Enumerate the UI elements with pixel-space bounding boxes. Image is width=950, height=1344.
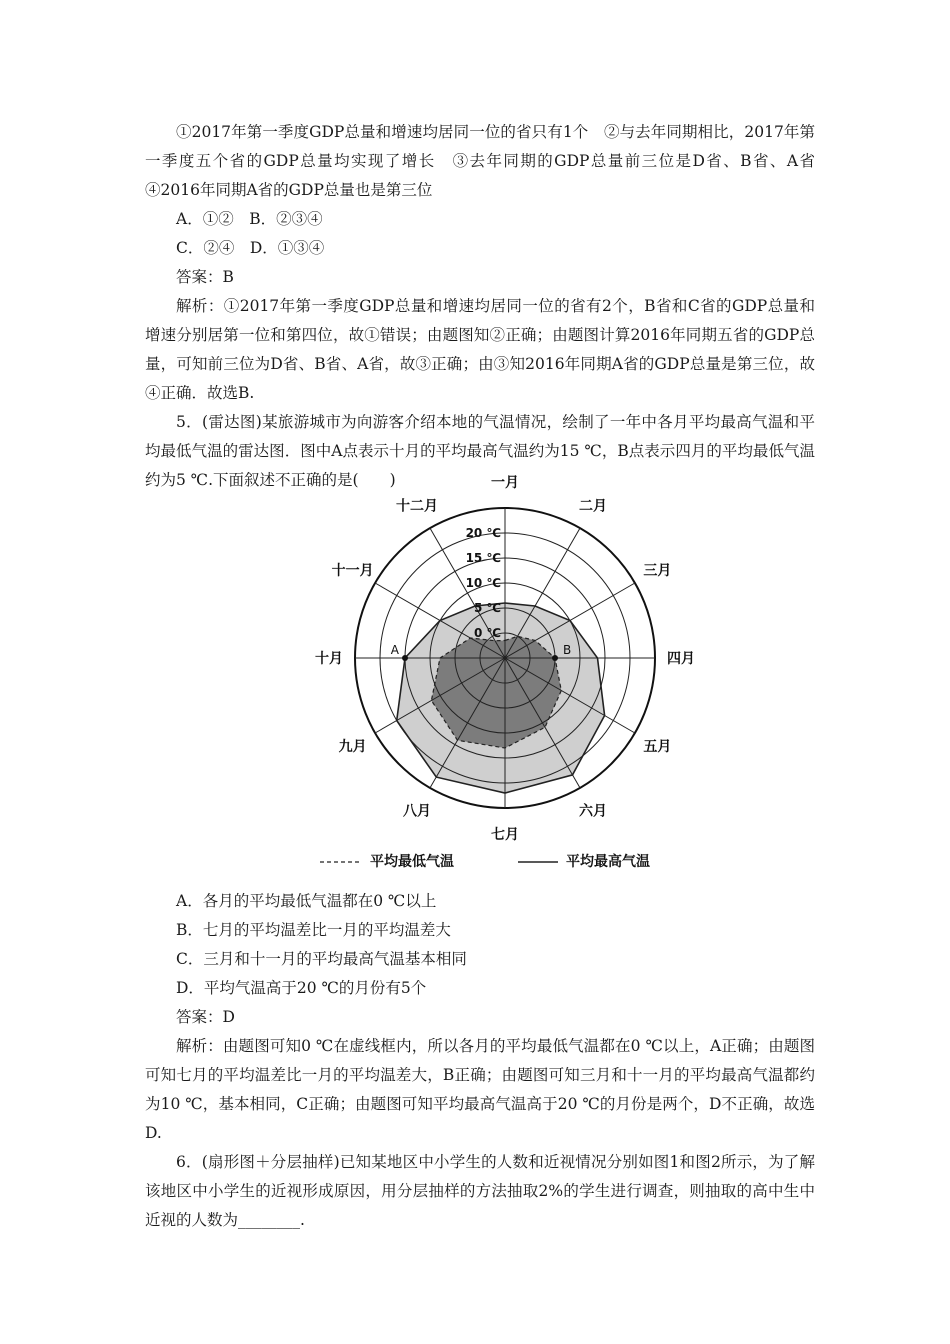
radar-point-label: A (390, 643, 399, 657)
legend-label-max: 平均最高气温 (566, 854, 650, 870)
radar-month-label: 五月 (643, 739, 672, 755)
radar-month-label: 三月 (643, 563, 672, 579)
q5-answer: 答案：D (176, 1008, 235, 1026)
radar-month-label: 四月 (667, 651, 695, 667)
radar-month-label: 八月 (403, 803, 431, 820)
radar-point-B (552, 655, 558, 661)
radar-legend (320, 853, 650, 870)
radar-point-A (402, 655, 408, 661)
radar-month-label: 十二月 (396, 498, 438, 515)
q4-analysis: 解析：①2017年第一季度GDP总量和增速均居同一位的省有2个，B省和C省的GDP总量和增速分别居第一位和第四位，故①错误；由题图知②正确；由题图计算2016年同期五省的GDP总量，可知前三位为D省、B省、A省，故③正确；由③知2016年同期A省的GDP总量是第三位，故④正确．故选B. (145, 297, 815, 402)
radar-tick-label: 10 ℃ (465, 576, 501, 590)
radar-chart (300, 475, 695, 876)
radar-month-label: 十月 (315, 651, 343, 667)
q5-option-a: A．各月的平均最低气温都在0 ℃以上 (176, 892, 437, 910)
q5-stem: 5．(雷达图)某旅游城市为向游客介绍本地的气温情况，绘制了一年中各月平均最高气温和平均最低气温的雷达图．图中A点表示十月的平均最高气温约为15 ℃，B点表示四月的平均最低气温约为5 ℃.下面叙述不正确的是( ) (145, 413, 815, 489)
q4-options-cd: C．②④ D．①③④ (176, 239, 325, 257)
q4-stem: ①2017年第一季度GDP总量和增速均居同一位的省只有1个 ②与去年同期相比，2017年第一季度五个省的GDP总量均实现了增长 ③去年同期的GDP总量前三位是D省、B省、A省 ④2016年同期A省的GDP总量也是第三位 (145, 123, 831, 199)
q6-stem: 6．(扇形图＋分层抽样)已知某地区中小学生的人数和近视情况分别如图1和图2所示，为了解该地区中小学生的近视形成原因，用分层抽样的方法抽取2%的学生进行调查，则抽取的高中生中近视的人数为________. (145, 1153, 815, 1229)
radar-month-label: 七月 (491, 827, 519, 843)
radar-tick-label: 5 ℃ (473, 601, 501, 615)
legend-label-min: 平均最低气温 (370, 854, 454, 870)
q5-option-b: B．七月的平均温差比一月的平均温差大 (176, 921, 451, 939)
radar-grid (355, 508, 655, 808)
q5-option-d: D．平均气温高于20 ℃的月份有5个 (176, 979, 427, 997)
radar-month-label: 九月 (338, 739, 367, 755)
radar-tick-label: 15 ℃ (465, 551, 501, 565)
q4-answer: 答案：B (176, 268, 234, 286)
q5-analysis: 解析：由题图可知0 ℃在虚线框内，所以各月的平均最低气温都在0 ℃以上，A正确；由题图可知七月的平均温差比一月的平均温差大，B正确；由题图可知三月和十一月的平均最高气温都约为10 ℃，基本相同，C正确；由题图可知平均最高气温高于20 ℃的月份是两个，D不正确，故选D. (145, 1037, 815, 1142)
radar-tick-label: 20 ℃ (465, 526, 501, 540)
radar-tick-label: 0 ℃ (473, 626, 501, 640)
radar-month-label: 二月 (579, 498, 607, 515)
radar-point-label: B (563, 643, 572, 657)
q5-option-c: C．三月和十一月的平均最高气温基本相同 (176, 950, 467, 968)
radar-month-label: 十一月 (331, 563, 374, 579)
radar-month-label: 六月 (579, 803, 607, 820)
radar-month-label: 一月 (491, 475, 519, 491)
q4-options-ab: A．①② B．②③④ (176, 210, 323, 228)
